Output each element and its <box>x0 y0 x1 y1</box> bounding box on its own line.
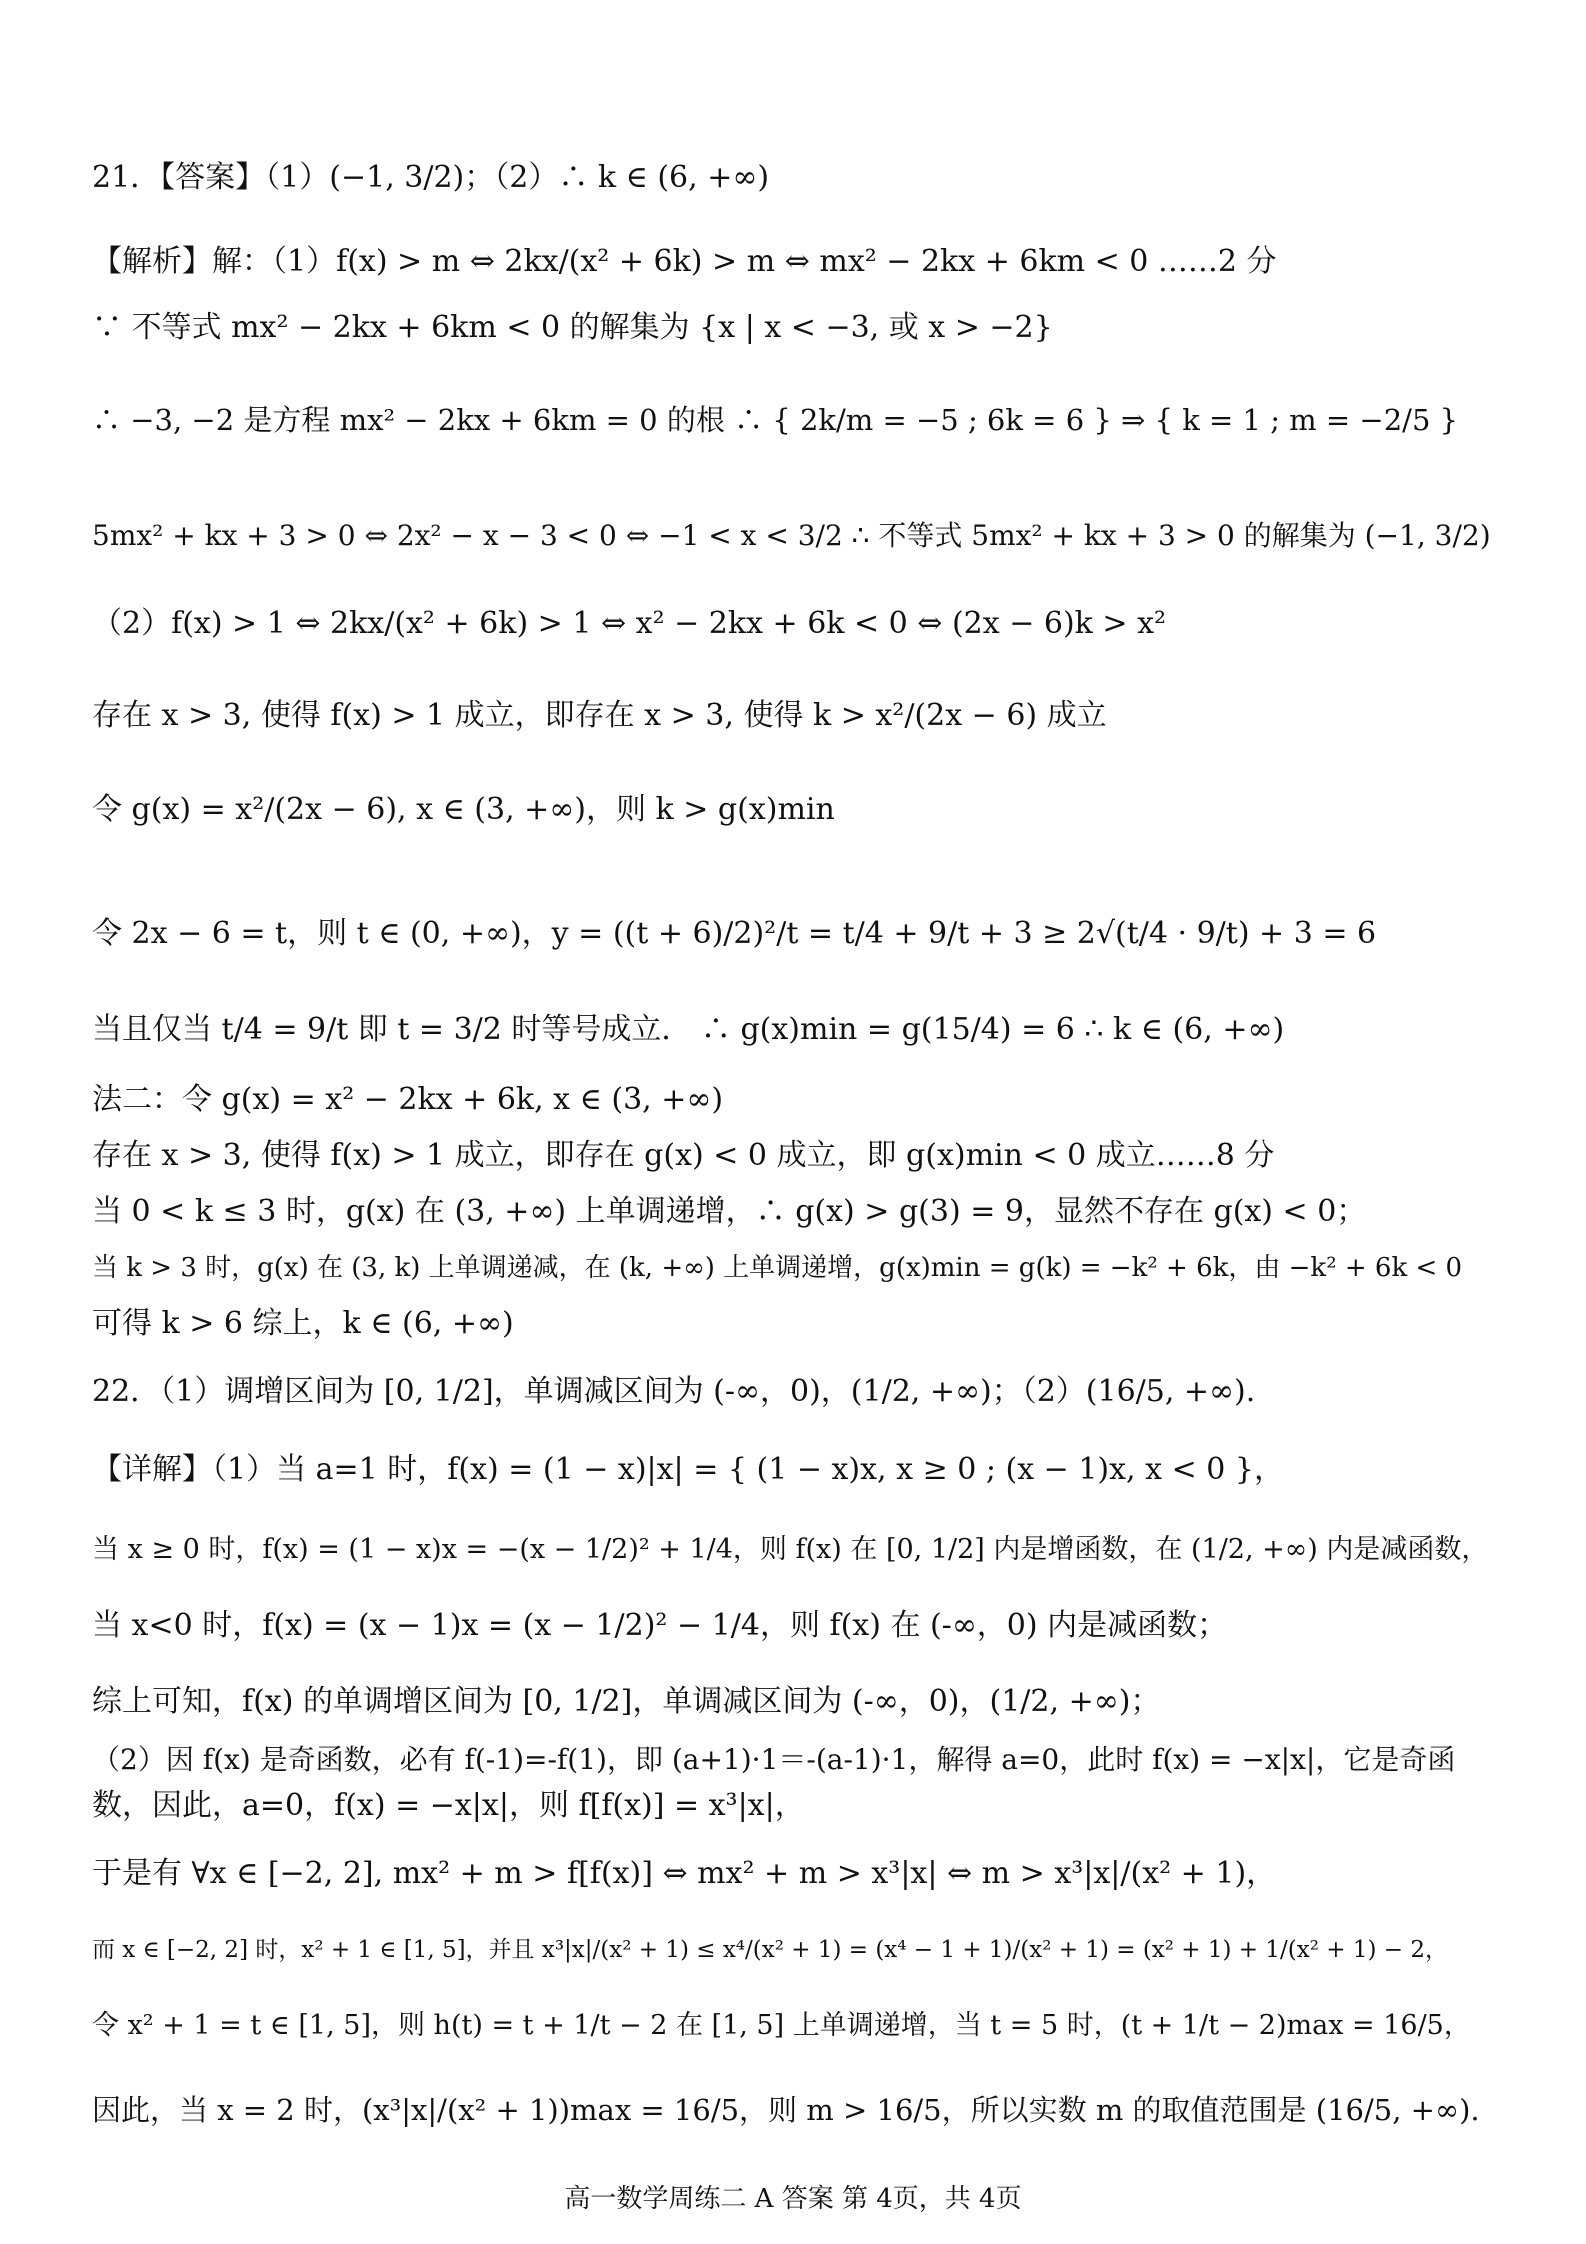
text-line: 当且仅当 t/4 = 9/t 即 t = 3/2 时等号成立． ∴ g(x)min = g(15/4) = 6 ∴ k ∈ (6, +∞) <box>92 1012 1285 1047</box>
text-line: （2）f(x) > 1 ⇔ 2kx/(x² + 6k) > 1 ⇔ x² − 2kx + 6k < 0 ⇔ (2x − 6)k > x² <box>92 606 1167 641</box>
text-line: 法二：令 g(x) = x² − 2kx + 6k, x ∈ (3, +∞) <box>92 1082 724 1117</box>
text-line: 因此，当 x = 2 时，(x³|x|/(x² + 1))max = 16/5，则 m > 16/5，所以实数 m 的取值范围是 (16/5, +∞). <box>92 2093 1480 2127</box>
text-line: 21．【答案】（1）(−1, 3/2)；（2）∴ k ∈ (6, +∞) <box>92 160 770 195</box>
text-line: 当 k > 3 时，g(x) 在 (3, k) 上单调递减，在 (k, +∞) 上单调递增，g(x)min = g(k) = −k² + 6k，由 −k² + 6k < 0 <box>92 1253 1463 1283</box>
text-line: 存在 x > 3, 使得 f(x) > 1 成立，即存在 x > 3, 使得 k > x²/(2x − 6) 成立 <box>92 698 1107 733</box>
text-line: 令 x² + 1 = t ∈ [1, 5]，则 h(t) = t + 1/t − 2 在 [1, 5] 上单调递增，当 t = 5 时，(t + 1/t − 2)max = 16/5， <box>92 2010 1471 2041</box>
text-line: 5mx² + kx + 3 > 0 ⇔ 2x² − x − 3 < 0 ⇔ −1 < x < 3/2 ∴ 不等式 5mx² + kx + 3 > 0 的解集为 (−1, 3/2) <box>92 519 1491 552</box>
text-line: 于是有 ∀x ∈ [−2, 2], mx² + m > f[f(x)] ⇔ mx² + m > x³|x| ⇔ m > x³|x|/(x² + 1)， <box>92 1856 1277 1891</box>
page-footer: 高一数学周练二 A 答案 第 4页，共 4页 <box>564 2184 1022 2214</box>
text-line: 当 x ≥ 0 时，f(x) = (1 − x)x = −(x − 1/2)² + 1/4，则 f(x) 在 [0, 1/2] 内是增函数，在 (1/2, +∞) 内是减函数， <box>92 1534 1489 1565</box>
text-line: 令 g(x) = x²/(2x − 6), x ∈ (3, +∞)，则 k > g(x)min <box>92 792 835 827</box>
text-line: 【详解】（1）当 a=1 时，f(x) = (1 − x)|x| = { (1 − x)x, x ≥ 0 ; (x − 1)x, x < 0 }， <box>92 1452 1284 1487</box>
text-line: （2）因 f(x) 是奇函数，必有 f(-1)=-f(1)，即 (a+1)·1＝-(a-1)·1，解得 a=0，此时 f(x) = −x|x|，它是奇函 <box>92 1743 1456 1776</box>
text-line: 当 0 < k ≤ 3 时，g(x) 在 (3, +∞) 上单调递增，∴ g(x) > g(3) = 9，显然不存在 g(x) < 0； <box>92 1194 1367 1229</box>
text-line: 【解析】解：（1）f(x) > m ⇔ 2kx/(x² + 6k) > m ⇔ mx² − 2kx + 6km < 0 ……2 分 <box>92 244 1277 279</box>
text-line: 22．（1）调增区间为 [0, 1/2]，单调减区间为 (-∞，0)，(1/2, +∞)；（2）(16/5, +∞). <box>92 1374 1256 1409</box>
text-line: 当 x<0 时，f(x) = (x − 1)x = (x − 1/2)² − 1/4，则 f(x) 在 (-∞，0) 内是减函数； <box>92 1608 1228 1643</box>
text-line: ∴ −3, −2 是方程 mx² − 2kx + 6km = 0 的根 ∴ { 2k/m = −5 ; 6k = 6 } ⇒ { k = 1 ; m = −2/5 } <box>92 403 1459 437</box>
text-line: 令 2x − 6 = t，则 t ∈ (0, +∞)，y = ((t + 6)/2)²/t = t/4 + 9/t + 3 ≥ 2√(t/4 · 9/t) + 3 = 6 <box>92 916 1377 951</box>
text-line: 存在 x > 3, 使得 f(x) > 1 成立，即存在 g(x) < 0 成立，即 g(x)min < 0 成立……8 分 <box>92 1138 1275 1173</box>
text-line: 数，因此，a=0，f(x) = −x|x|，则 f[f(x)] = x³|x|， <box>92 1788 805 1823</box>
text-line: ∵ 不等式 mx² − 2kx + 6km < 0 的解集为 {x | x < −3, 或 x > −2} <box>92 310 1053 345</box>
text-line: 可得 k > 6 综上，k ∈ (6, +∞) <box>92 1306 514 1341</box>
text-line: 综上可知，f(x) 的单调增区间为 [0, 1/2]，单调减区间为 (-∞，0)，(1/2, +∞)； <box>92 1684 1161 1719</box>
text-line: 而 x ∈ [−2, 2] 时，x² + 1 ∈ [1, 5]，并且 x³|x|/(x² + 1) ≤ x⁴/(x² + 1) = (x⁴ − 1 + 1)/(x² + 1) = (x² + 1) + 1/(x² + 1) − 2， <box>92 1937 1448 1963</box>
